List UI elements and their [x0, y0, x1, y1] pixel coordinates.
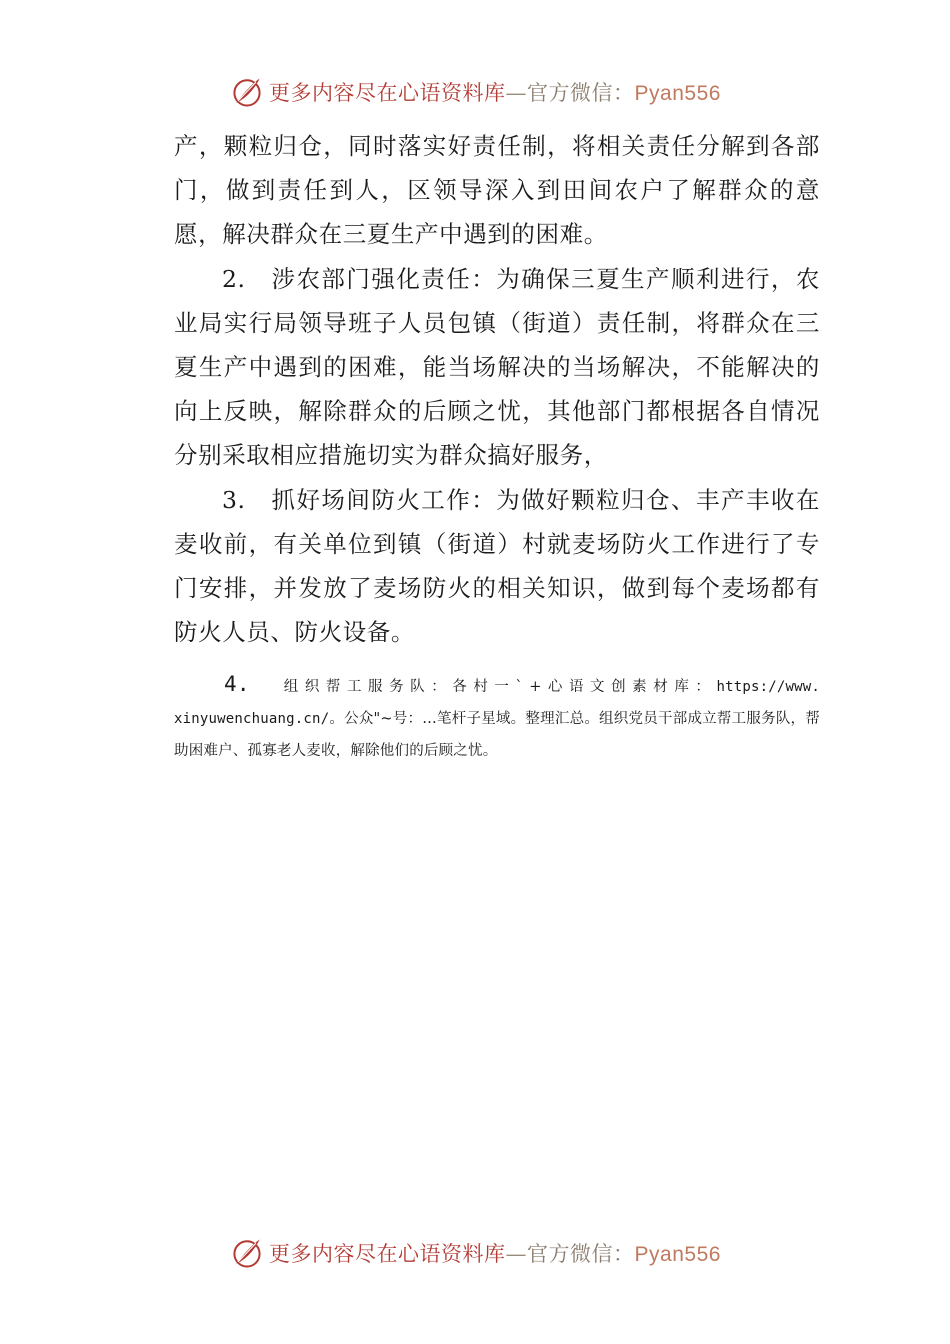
paragraph-4-url: https://www.xinyuwenchuang.cn/: [174, 679, 820, 728]
footer-banner-wechat: Pyan556: [634, 1243, 721, 1266]
header-banner-text: [269, 77, 721, 107]
footer-banner-text: [269, 1238, 721, 1268]
paragraph-4-heading: 组织帮工服务队：各村一`+心语文创素材库：: [283, 679, 717, 696]
paragraph-4-number: 4.: [224, 672, 250, 697]
feather-quill-logo-icon: [229, 74, 265, 110]
footer-banner-sep: —: [505, 1242, 528, 1266]
paragraph-2: 2. 涉农部门强化责任：为确保三夏生产顺利进行，农业局实行局领导班子人员包镇（街道）责任制，将群众在三夏生产中遇到的困难，能当场解决的当场解决，不能解决的向上反映，解除群众的后顾之忧，其他部门都根据各自情况分别采取相应措施切实为群众搞好服务，: [174, 264, 820, 470]
header-banner-main: 更多内容尽在心语资料库: [269, 81, 506, 105]
paragraph-3: 3. 抓好场间防火工作：为做好颗粒归仓、丰产丰收在麦收前，有关单位到镇（街道）村就麦场防火工作进行了专门安排，并发放了麦场防火的相关知识，做到每个麦场都有防火人员、防火设备。: [174, 485, 820, 647]
header-banner-sep: —: [505, 81, 528, 105]
footer-banner: [0, 1233, 950, 1273]
feather-quill-logo-icon: [229, 1235, 265, 1271]
paragraph-1: 产，颗粒归仓，同时落实好责任制，将相关责任分解到各部门，做到责任到人，区领导深入到田间农户了解群众的意愿，解决群众在三夏生产中遇到的困难。: [174, 132, 820, 249]
header-banner-label: 官方微信：: [527, 81, 635, 105]
paragraph-4: [174, 668, 820, 767]
document-body: [174, 124, 820, 767]
header-banner: [0, 72, 950, 112]
footer-banner-label: 官方微信：: [527, 1242, 635, 1266]
footer-banner-main: 更多内容尽在心语资料库: [269, 1242, 506, 1266]
paragraph-4-rest: 。公众"~号：…笔杆子星域。整理汇总。组织党员干部成立帮工服务队，帮助困难户、孤寡老人麦收，解除他们的后顾之忧。: [174, 711, 820, 760]
header-banner-wechat: Pyan556: [634, 82, 721, 105]
